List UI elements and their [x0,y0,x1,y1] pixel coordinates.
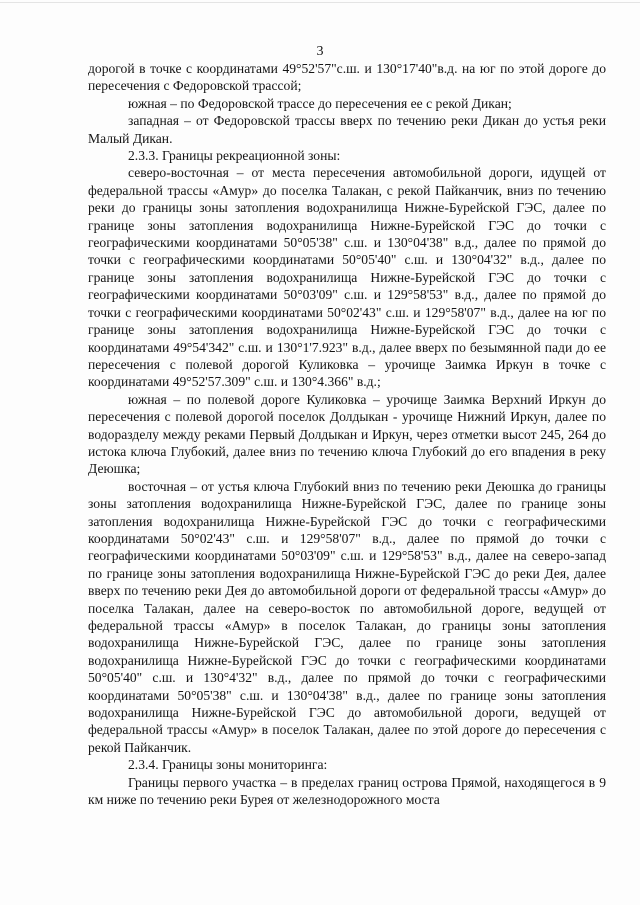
paragraph-first-site: Границы первого участка – в пределах границ острова Прямой, находящегося в 9 км ниже по течению реки Бурея от железнодорожного моста [88,774,606,808]
paragraph-east-boundary: восточная – от устья ключа Глубокий вниз по течению реки Деюшка до границы зоны затопления водохранилища Нижне-Бурейской ГЭС, далее по границе зоны затопления водохранилища Нижне-Бурейской ГЭС до точки с географическими координатами 50°02'43" с.ш. и 129°58'07" в.д., далее по прямой до точки с географическими координатами 50°03'09" с.ш. и 129°58'53" в.д., далее на северо-запад по границе зоны затопления водохранилища Нижне-Бурейской ГЭС до реки Дея, далее вверх по течению реки Дея до автомобильной дороги от федеральной трассы «Амур» до поселка Талакан, далее на северо-восток по автомобильной дороге, ведущей от федеральной трассы «Амур» в поселок Талакан, до границы зоны затопления водохранилища Нижне-Бурейской ГЭС, далее по границе зоны затопления водохранилища Нижне-Бурейской ГЭС до точки с географическими координатами 50°05'40" с.ш. и 130°4'32" в.д., далее по прямой до точки с географическими координатами 50°05'38" с.ш. и 130°04'38" в.д., далее по границе зоны затопления водохранилища Нижне-Бурейской ГЭС до автомобильной дороги, ведущей от федеральной трассы «Амур» в поселок Талакан, далее по этой дороге до пересечения с рекой Пайканчик. [88,478,606,755]
section-heading-recreation-zone: 2.3.3. Границы рекреационной зоны: [128,148,341,164]
paragraph-south-boundary: южная – по Федоровской трассе до пересечения ее с рекой Дикан; [128,95,512,111]
paragraph-west-boundary: западная – от Федоровской трассы вверх по течению реки Дикан до устья реки Малый Дикан. [88,113,606,146]
section-heading-monitoring-zone: 2.3.4. Границы зоны мониторинга: [128,757,328,773]
document-body [88,60,606,808]
paragraph-northeast-boundary: северо-восточная – от места пересечения автомобильной дороги, идущей от федеральной трассы «Амур» до поселка Талакан, с рекой Пайканчик, вниз по течению реки до границы зоны затопления водохранилища Нижне-Бурейской ГЭС, далее по границе зоны затопления водохранилища Нижне-Бурейской ГЭС до точки с географическими координатами 50°05'38" с.ш. и 130°04'38" в.д., далее по прямой до точки с географическими координатами 50°05'40" с.ш. и 130°04'32" в.д., далее по границе зоны затопления водохранилища Нижне-Бурейской ГЭС до точки с географическими координатами 50°03'09" с.ш. и 129°58'53" в.д., далее по прямой до точки с географическими координатами 50°02'43" с.ш. и 129°58'07" в.д., далее на юг по границе зоны затопления водохранилища Нижне-Бурейской ГЭС до точки с координатами 49°54'342" с.ш. и 130°1'7.923" в.д., далее вверх по безымянной пади до ее пересечения с полевой дорогой Куликовка – урочище Заимка Иркун в точке с координатами 49°52'57.309" с.ш. и 130°4.366" в.д.; [88,165,606,390]
scan-edge-line [0,2,640,3]
paragraph-continuation: дорогой в точке с координатами 49°52'57"с.ш. и 130°17'40"в.д. на юг по этой дороге до пересечения с Федоровской трассой; [88,61,606,94]
page-number: 3 [316,44,324,59]
paragraph-south-boundary-recreation: южная – по полевой дороге Куликовка – урочище Заимка Верхний Иркун до пересечения с полевой дорогой поселок Долдыкан - урочище Нижний Иркун, далее по водоразделу между реками Первый Долдыкан и Иркун, через отметки высот 245, 264 до истока ключа Глубокий, далее вниз по течению ключа Глубокий до его впадения в реку Деюшка; [88,391,606,477]
